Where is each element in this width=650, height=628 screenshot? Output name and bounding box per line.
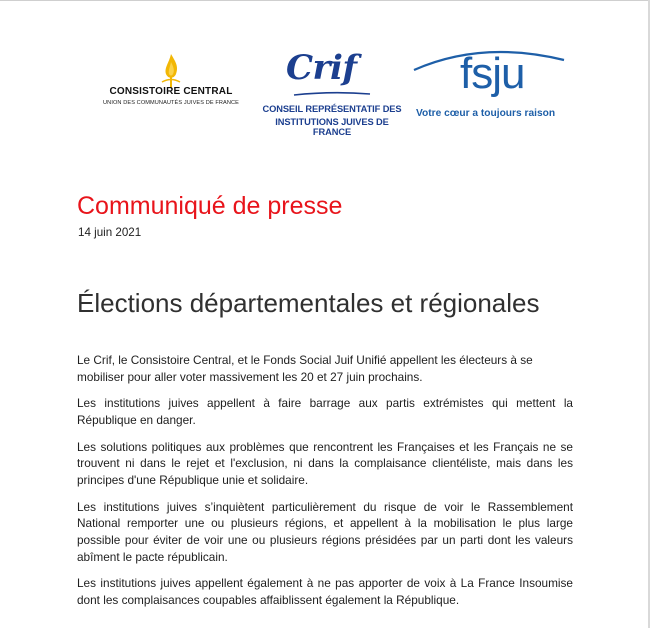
crif-wordmark: Crif: [286, 48, 357, 88]
release-date: 14 juin 2021: [78, 226, 142, 239]
fsju-logo: [412, 46, 572, 126]
fsju-tagline: Votre cœur a toujours raison: [416, 108, 556, 119]
crif-swoosh-icon: [292, 91, 372, 97]
press-release-label: Communiqué de presse: [77, 192, 343, 220]
paragraph-2: Les institutions juives appellent à faire barrage aux partis extrémistes qui mettent la République en danger.: [77, 396, 573, 427]
paragraph-3: Les solutions politiques aux problèmes que rencontrent les Françaises et les Français ne se trouvent ni dans le rejet et l'exclusion, ni dans la complaisance clientéliste, mais dans les principes d'une République unie et solidaire.: [77, 439, 573, 487]
paragraph-1: Le Crif, le Consistoire Central, et le Fonds Social Juif Unifié appellent les électeurs à se mobiliser pour aller voter massivement les 20 et 27 juin prochains.: [77, 353, 533, 384]
consistoire-name: CONSISTOIRE CENTRAL: [109, 86, 233, 97]
consistoire-subtitle: UNION DES COMMUNAUTÉS JUIVES DE FRANCE: [103, 100, 239, 106]
crif-logo: [262, 48, 402, 137]
document-title: Élections départementales et régionales: [77, 288, 540, 318]
crif-line1: CONSEIL REPRÉSENTATIF DES: [262, 104, 402, 114]
paragraph-5: Les institutions juives appellent également à ne pas apporter de voix à La France Insoumise dont les complaisances coupables affaiblissent également la République.: [77, 576, 573, 607]
document-body: [77, 352, 573, 619]
consistoire-logo: [96, 52, 246, 118]
paragraph-4: Les institutions juives s’inquiètent particulièrement du risque de voir le Rassemblement National remporter une ou plusieurs régions, et appellent à la mobilisation le plus large possible pour éviter de voir une ou plusieurs régions présidées par un parti dont les valeurs abîment le pacte républicain.: [77, 499, 573, 564]
fsju-wordmark: fsju: [460, 49, 525, 98]
crif-line2: INSTITUTIONS JUIVES DE FRANCE: [275, 117, 389, 137]
flame-icon: [158, 52, 184, 88]
